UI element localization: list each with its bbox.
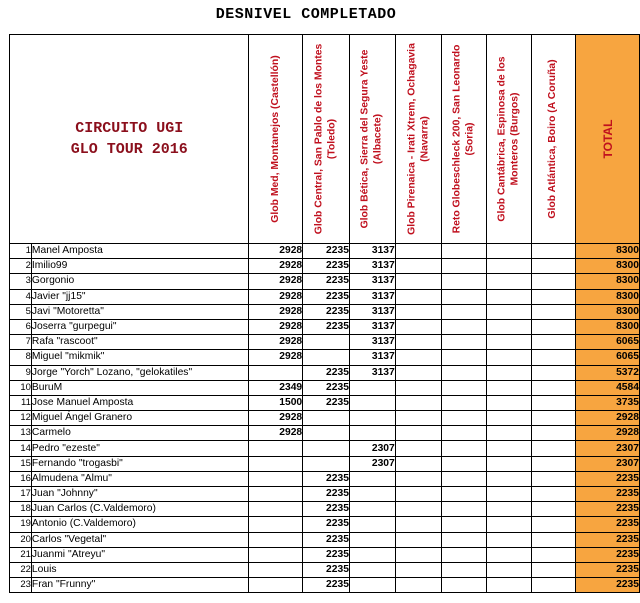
event-value-cell (531, 471, 576, 486)
participant-name: Carlos "Vegetal" (31, 532, 249, 547)
event-value-cell (303, 456, 350, 471)
event-value-cell (531, 244, 576, 259)
participant-name: Jorge "Yorch" Lozano, "gelokatiles" (31, 365, 249, 380)
event-value-cell: 2928 (249, 335, 303, 350)
event-value-cell (487, 395, 532, 410)
table-row (10, 350, 640, 365)
event-value-cell (487, 274, 532, 289)
event-value-cell (249, 502, 303, 517)
event-value-cell (442, 562, 487, 577)
event-value-cell (395, 441, 442, 456)
event-value-cell (249, 547, 303, 562)
column-header-reto-globeschleck: Reto Globeschleck 200, San Leonardo (Soria) (442, 35, 487, 244)
row-number: 11 (10, 395, 32, 410)
event-value-cell (442, 456, 487, 471)
event-value-cell (395, 547, 442, 562)
event-value-cell (442, 441, 487, 456)
event-value-cell (395, 532, 442, 547)
event-value-cell: 2349 (249, 380, 303, 395)
event-value-cell (487, 259, 532, 274)
event-value-cell (442, 304, 487, 319)
event-value-cell (303, 350, 350, 365)
total-cell: 8300 (576, 274, 640, 289)
participant-name: Rafa "rascoot" (31, 335, 249, 350)
event-value-cell (249, 532, 303, 547)
participant-name: Fran "Frunny" (31, 578, 249, 593)
event-value-cell: 2928 (249, 259, 303, 274)
total-cell: 8300 (576, 319, 640, 334)
event-value-cell: 1500 (249, 395, 303, 410)
event-value-cell (531, 441, 576, 456)
table-row (10, 395, 640, 410)
participant-name: Miguel "mikmik" (31, 350, 249, 365)
event-value-cell (442, 350, 487, 365)
row-number: 17 (10, 487, 32, 502)
total-cell: 2235 (576, 578, 640, 593)
total-cell: 5372 (576, 365, 640, 380)
column-header-glob-cantabrica: Glob Cantábrica, Espinosa de los Monteros (Burgos) (487, 35, 532, 244)
row-number: 13 (10, 426, 32, 441)
row-number: 2 (10, 259, 32, 274)
participant-name: Manel Amposta (31, 244, 249, 259)
participant-name: Imilio99 (31, 259, 249, 274)
table-row (10, 380, 640, 395)
event-value-cell (487, 319, 532, 334)
table-row (10, 547, 640, 562)
event-value-cell: 2235 (303, 304, 350, 319)
event-value-cell: 2235 (303, 471, 350, 486)
event-value-cell (442, 578, 487, 593)
row-number: 20 (10, 532, 32, 547)
column-header-glob-central: Glob Central, San Pablo de los Montes (Toledo) (303, 35, 350, 244)
event-value-cell (442, 244, 487, 259)
circuit-title-line2: GLO TOUR 2016 (70, 141, 188, 158)
participant-name: Juanmi "Atreyu" (31, 547, 249, 562)
row-number: 5 (10, 304, 32, 319)
event-value-cell (442, 380, 487, 395)
table-row (10, 562, 640, 577)
event-value-cell (531, 365, 576, 380)
event-value-cell (442, 289, 487, 304)
row-number: 14 (10, 441, 32, 456)
event-value-cell (395, 335, 442, 350)
total-cell: 2235 (576, 517, 640, 532)
event-value-cell (395, 426, 442, 441)
event-value-cell (487, 502, 532, 517)
participant-name: Antonio (C.Valdemoro) (31, 517, 249, 532)
event-value-cell (487, 487, 532, 502)
column-header-glob-med: Glob Med, Montanejos (Castellón) (249, 35, 303, 244)
event-value-cell: 2928 (249, 350, 303, 365)
total-cell: 2235 (576, 502, 640, 517)
event-value-cell (531, 487, 576, 502)
event-value-cell (442, 395, 487, 410)
event-value-cell (487, 578, 532, 593)
total-cell: 8300 (576, 259, 640, 274)
table-row (10, 426, 640, 441)
table-row (10, 244, 640, 259)
event-value-cell (395, 471, 442, 486)
event-value-cell: 3137 (349, 335, 395, 350)
event-value-cell (487, 244, 532, 259)
event-value-cell (395, 411, 442, 426)
total-cell: 8300 (576, 244, 640, 259)
total-cell: 4584 (576, 380, 640, 395)
event-value-cell: 2235 (303, 259, 350, 274)
total-cell: 2928 (576, 411, 640, 426)
table-row (10, 411, 640, 426)
event-value-cell: 2235 (303, 244, 350, 259)
event-value-cell: 2928 (249, 274, 303, 289)
participant-name: Juan "Johnny" (31, 487, 249, 502)
participant-name: Carmelo (31, 426, 249, 441)
event-value-cell: 2235 (303, 365, 350, 380)
event-value-cell (442, 426, 487, 441)
row-number: 1 (10, 244, 32, 259)
event-value-cell (395, 517, 442, 532)
event-value-cell: 2928 (249, 244, 303, 259)
event-value-cell (349, 578, 395, 593)
event-value-cell (531, 304, 576, 319)
page-title: DESNIVEL COMPLETADO (215, 6, 397, 23)
participant-name: Almudena "Almu" (31, 471, 249, 486)
event-value-cell (395, 350, 442, 365)
event-value-cell (531, 547, 576, 562)
table-row (10, 532, 640, 547)
event-value-cell (395, 259, 442, 274)
event-value-cell: 3137 (349, 319, 395, 334)
table-row (10, 365, 640, 380)
row-number: 21 (10, 547, 32, 562)
total-cell: 2928 (576, 426, 640, 441)
row-number: 4 (10, 289, 32, 304)
event-value-cell (487, 532, 532, 547)
event-value-cell (249, 471, 303, 486)
event-value-cell: 3137 (349, 365, 395, 380)
table-row (10, 578, 640, 593)
table-row (10, 441, 640, 456)
event-value-cell (395, 244, 442, 259)
column-header-total: TOTAL (576, 35, 640, 244)
event-value-cell (395, 395, 442, 410)
table-row (10, 319, 640, 334)
event-value-cell (442, 365, 487, 380)
row-number: 19 (10, 517, 32, 532)
event-value-cell (395, 380, 442, 395)
event-value-cell (395, 274, 442, 289)
event-value-cell: 2928 (249, 304, 303, 319)
participant-name: Fernando "trogasbi" (31, 456, 249, 471)
event-value-cell: 3137 (349, 304, 395, 319)
row-number: 18 (10, 502, 32, 517)
event-value-cell (531, 426, 576, 441)
event-value-cell (395, 304, 442, 319)
row-number: 16 (10, 471, 32, 486)
event-value-cell: 3137 (349, 244, 395, 259)
event-value-cell (303, 411, 350, 426)
total-cell: 8300 (576, 289, 640, 304)
event-value-cell: 2235 (303, 578, 350, 593)
participant-name: Jose Manuel Amposta (31, 395, 249, 410)
event-value-cell (531, 562, 576, 577)
event-value-cell (349, 380, 395, 395)
event-value-cell (531, 259, 576, 274)
event-value-cell (442, 471, 487, 486)
event-value-cell (531, 274, 576, 289)
event-value-cell (349, 502, 395, 517)
event-value-cell: 2235 (303, 547, 350, 562)
event-value-cell (531, 532, 576, 547)
event-value-cell (487, 289, 532, 304)
row-number: 9 (10, 365, 32, 380)
table-row (10, 274, 640, 289)
event-value-cell (442, 547, 487, 562)
total-cell: 2235 (576, 532, 640, 547)
total-cell: 2307 (576, 456, 640, 471)
header-row (10, 35, 640, 244)
event-value-cell (442, 319, 487, 334)
total-cell: 2235 (576, 562, 640, 577)
event-value-cell (531, 289, 576, 304)
event-value-cell (487, 335, 532, 350)
row-number: 8 (10, 350, 32, 365)
participant-name: Pedro "ezeste" (31, 441, 249, 456)
event-value-cell (487, 426, 532, 441)
event-value-cell (442, 532, 487, 547)
total-cell: 2307 (576, 441, 640, 456)
event-value-cell (395, 487, 442, 502)
event-value-cell (395, 502, 442, 517)
row-number: 23 (10, 578, 32, 593)
event-value-cell: 2235 (303, 395, 350, 410)
participant-name: BuruM (31, 380, 249, 395)
event-value-cell (487, 411, 532, 426)
table-row (10, 471, 640, 486)
event-value-cell (531, 380, 576, 395)
event-value-cell (349, 471, 395, 486)
event-value-cell (395, 289, 442, 304)
event-value-cell: 2235 (303, 487, 350, 502)
event-value-cell: 2928 (249, 411, 303, 426)
event-value-cell (349, 426, 395, 441)
event-value-cell (442, 411, 487, 426)
event-value-cell (487, 380, 532, 395)
event-value-cell (395, 365, 442, 380)
event-value-cell (349, 411, 395, 426)
event-value-cell (249, 578, 303, 593)
event-value-cell: 2235 (303, 274, 350, 289)
event-value-cell (395, 456, 442, 471)
table-row (10, 517, 640, 532)
event-value-cell: 2307 (349, 456, 395, 471)
event-value-cell (349, 487, 395, 502)
participant-name: Javi "Motoretta" (31, 304, 249, 319)
event-value-cell (395, 578, 442, 593)
event-value-cell (531, 319, 576, 334)
event-value-cell (487, 562, 532, 577)
event-value-cell (487, 441, 532, 456)
event-value-cell (442, 274, 487, 289)
table-row (10, 502, 640, 517)
event-value-cell (487, 304, 532, 319)
total-cell: 2235 (576, 471, 640, 486)
event-value-cell (487, 365, 532, 380)
event-value-cell (487, 350, 532, 365)
event-value-cell (249, 365, 303, 380)
event-value-cell (395, 562, 442, 577)
row-number: 12 (10, 411, 32, 426)
event-value-cell: 2235 (303, 380, 350, 395)
row-number: 10 (10, 380, 32, 395)
row-number: 15 (10, 456, 32, 471)
table-row (10, 456, 640, 471)
event-value-cell (531, 335, 576, 350)
event-value-cell: 2235 (303, 502, 350, 517)
total-cell: 3735 (576, 395, 640, 410)
column-header-glob-atlantica: Glob Atlántica, Boiro (A Coruña) (531, 35, 576, 244)
event-value-cell (249, 441, 303, 456)
row-number: 7 (10, 335, 32, 350)
event-value-cell: 3137 (349, 350, 395, 365)
event-value-cell (531, 502, 576, 517)
total-cell: 2235 (576, 547, 640, 562)
results-table (9, 34, 640, 593)
event-value-cell (349, 517, 395, 532)
table-row (10, 335, 640, 350)
row-number: 22 (10, 562, 32, 577)
event-value-cell (442, 502, 487, 517)
event-value-cell (531, 578, 576, 593)
event-value-cell: 2235 (303, 289, 350, 304)
event-value-cell: 2235 (303, 517, 350, 532)
circuit-title-cell (10, 35, 249, 244)
event-value-cell: 2307 (349, 441, 395, 456)
row-number: 6 (10, 319, 32, 334)
event-value-cell (487, 471, 532, 486)
event-value-cell (442, 517, 487, 532)
event-value-cell (303, 426, 350, 441)
total-cell: 2235 (576, 487, 640, 502)
total-cell: 8300 (576, 304, 640, 319)
participant-name: Miguel Ángel Granero (31, 411, 249, 426)
event-value-cell (303, 441, 350, 456)
participant-name: Javier "jj15" (31, 289, 249, 304)
event-value-cell: 2928 (249, 289, 303, 304)
table-row (10, 259, 640, 274)
event-value-cell (487, 547, 532, 562)
participant-name: Juan Carlos (C.Valdemoro) (31, 502, 249, 517)
event-value-cell (442, 487, 487, 502)
event-value-cell (249, 456, 303, 471)
total-cell: 6065 (576, 350, 640, 365)
event-value-cell (487, 517, 532, 532)
event-value-cell (349, 532, 395, 547)
event-value-cell (303, 335, 350, 350)
participant-name: Louis (31, 562, 249, 577)
event-value-cell (349, 547, 395, 562)
event-value-cell (531, 350, 576, 365)
event-value-cell: 2235 (303, 562, 350, 577)
column-header-glob-betica: Glob Bética, Sierra del Segura Yeste (Albacete) (349, 35, 395, 244)
event-value-cell (249, 487, 303, 502)
event-value-cell (531, 517, 576, 532)
table-row (10, 289, 640, 304)
event-value-cell: 3137 (349, 289, 395, 304)
event-value-cell (531, 411, 576, 426)
event-value-cell (249, 517, 303, 532)
event-value-cell (487, 456, 532, 471)
circuit-title-line1: CIRCUITO UGI (75, 120, 184, 137)
table-row (10, 487, 640, 502)
event-value-cell (531, 456, 576, 471)
participant-name: Gorgonio (31, 274, 249, 289)
participant-name: Joserra "gurpegui" (31, 319, 249, 334)
column-header-glob-pirenaica: Glob Pirenaica - Irati Xtrem, Ochagavia (Navarra) (395, 35, 442, 244)
event-value-cell: 2928 (249, 426, 303, 441)
total-cell: 6065 (576, 335, 640, 350)
row-number: 3 (10, 274, 32, 289)
event-value-cell: 2928 (249, 319, 303, 334)
event-value-cell (442, 259, 487, 274)
table-row (10, 304, 640, 319)
event-value-cell: 3137 (349, 274, 395, 289)
event-value-cell (442, 335, 487, 350)
event-value-cell (349, 395, 395, 410)
event-value-cell: 3137 (349, 259, 395, 274)
event-value-cell: 2235 (303, 532, 350, 547)
event-value-cell: 2235 (303, 319, 350, 334)
event-value-cell (395, 319, 442, 334)
event-value-cell (249, 562, 303, 577)
event-value-cell (349, 562, 395, 577)
event-value-cell (531, 395, 576, 410)
